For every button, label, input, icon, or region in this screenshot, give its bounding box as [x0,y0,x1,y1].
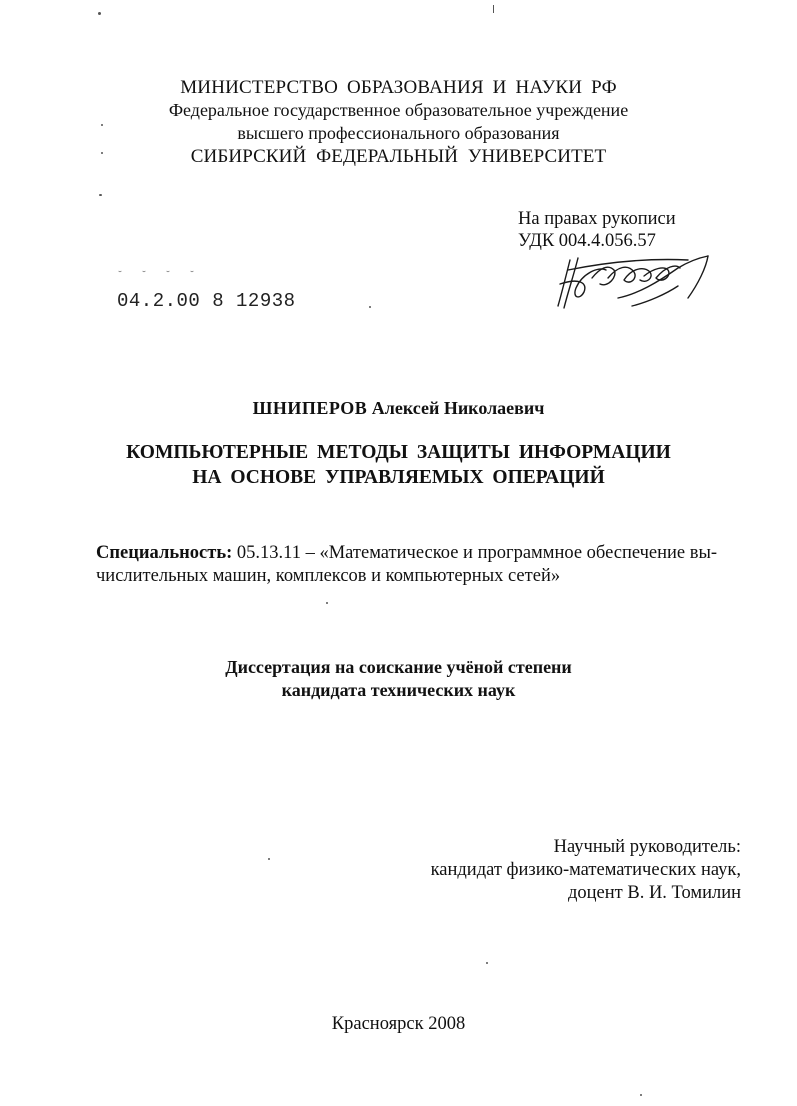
supervisor-block [431,836,741,905]
specialty-label: Специальность: [96,543,233,563]
stamp-marks: ˘ ˘ ˘ ˘ [117,271,202,282]
supervisor-name: доцент В. И. Томилин [567,883,741,903]
supervisor-degree: кандидат физико-математических наук, [430,860,741,880]
specialty-block [96,542,736,588]
manuscript-info [518,208,676,252]
manuscript-rights: На правах рукописи [518,209,676,229]
archive-stamp-number: 04.2.00 8 12938 [117,290,296,312]
degree-line-2: кандидата технических наук [281,680,516,700]
author-surname: ШНИПЕРОВ [252,398,368,418]
title-line-1: КОМПЬЮТЕРНЫЕ МЕТОДЫ ЗАЩИТЫ ИНФОРМАЦИИ [126,442,671,463]
scan-speck [268,858,270,860]
scan-speck [486,962,488,964]
city-year: Красноярск 2008 [331,1014,466,1034]
ministry-name: МИНИСТЕРСТВО ОБРАЗОВАНИЯ И НАУКИ РФ [180,77,617,98]
university-name: СИБИРСКИЙ ФЕДЕРАЛЬНЫЙ УНИВЕРСИТЕТ [190,146,607,167]
scan-speck [640,1094,642,1096]
specialty-code: 05.13.11 [236,543,301,563]
author-name [0,398,797,419]
scan-speck [99,194,102,196]
degree-line-1: Диссертация на соискание учёной степени [225,657,572,677]
dissertation-title [0,440,797,490]
specialty-text-1: – «Математическое и программное обеспечение вы- [305,543,718,563]
author-given-names: Алексей Николаевич [371,398,545,418]
institution-line-2: высшего профессионального образования [237,123,560,143]
institution-header [0,76,797,168]
title-line-2: НА ОСНОВЕ УПРАВЛЯЕМЫХ ОПЕРАЦИЙ [192,467,605,488]
scan-speck [101,124,103,126]
scan-speck [98,12,101,15]
supervisor-label: Научный руководитель: [553,837,741,857]
signature-image [548,248,718,318]
udk-code: УДК 004.4.056.57 [518,231,656,251]
institution-line-1: Федеральное государственное образовательное учреждение [168,100,629,120]
scan-speck [326,602,328,604]
scan-speck [493,5,494,13]
scan-speck [101,152,103,154]
scan-speck [369,306,371,308]
specialty-text-2: числительных машин, комплексов и компьютерных сетей» [96,566,561,586]
degree-statement [0,656,797,702]
